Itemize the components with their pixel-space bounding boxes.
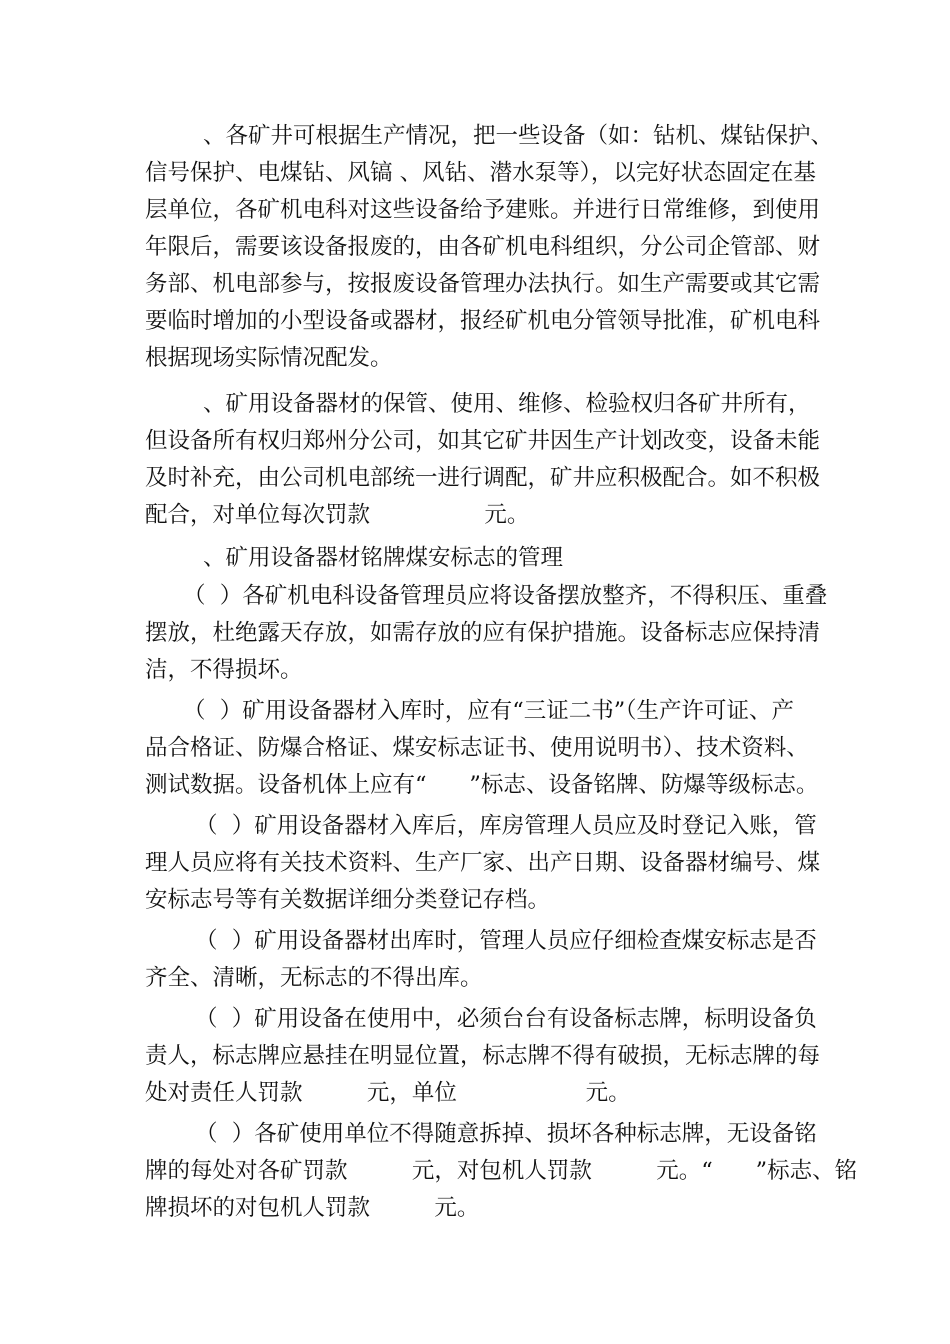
text-line: 牌损坏的对包机人罚款 元。 (145, 1195, 480, 1221)
text-line: 理人员应将有关技术资料、生产厂家、出产日期、设备器材编号、煤 (145, 850, 821, 876)
text-line: 但设备所有权归郑州分公司，如其它矿井因生产计划改变，设备未能 (145, 428, 821, 454)
text-line: 要临时增加的小型设备或器材，报经矿机电分管领导批准，矿机电科 (145, 308, 821, 334)
text-line: 安标志号等有关数据详细分类登记存档。 (145, 887, 551, 913)
text-line: 品合格证、防爆合格证、煤安标志证书、使用说明书）、技术资料、 (145, 735, 809, 761)
text-line: （ ）各矿机电科设备管理员应将设备摆放整齐，不得积压、重叠 (183, 583, 828, 609)
text-line: （ ）矿用设备器材入库时，应有“三证二书”（生产许可证、产 (183, 698, 795, 724)
text-line: 务部、机电部参与，按报废设备管理办法执行。如生产需要或其它需 (145, 271, 821, 297)
text-line: 及时补充，由公司机电部统一进行调配，矿井应积极配合。如不积极 (145, 465, 821, 491)
section-heading: 、矿用设备器材铭牌煤安标志的管理 (203, 545, 564, 571)
text-line: 牌的每处对各矿罚款 元，对包机人罚款 元。“ ”标志、铭 (145, 1158, 858, 1184)
text-line: （ ）各矿使用单位不得随意拆掉、损坏各种标志牌，无设备铭 (195, 1121, 817, 1147)
text-line: 责人，标志牌应悬挂在明显位置，标志牌不得有破损，无标志牌的每 (145, 1043, 821, 1069)
text-line: 、各矿井可根据生产情况，把一些设备（如：钻机、煤钻保护、 (203, 123, 834, 149)
text-line: 层单位，各矿机电科对这些设备给予建账。并进行日常维修，到使用 (145, 197, 821, 223)
text-line: 、矿用设备器材的保管、使用、维修、检验权归各矿井所有， (203, 391, 811, 417)
text-line: 配合，对单位每次罚款 元。 (145, 502, 530, 528)
text-line: 齐全、清晰，无标志的不得出库。 (145, 965, 483, 991)
text-line: （ ）矿用设备器材出库时，管理人员应仔细检查煤安标志是否 (195, 928, 817, 954)
text-line: 测试数据。设备机体上应有“ ”标志、设备铭牌、防爆等级标志。 (145, 772, 819, 798)
text-line: 摆放，杜绝露天存放，如需存放的应有保护措施。设备标志应保持清 (145, 620, 821, 646)
text-line: 信号保护、电煤钻、风镐 、风钻、潜水泵等），以完好状态固定在基 (145, 160, 816, 186)
text-line: （ ）矿用设备器材入库后，库房管理人员应及时登记入账，管 (195, 813, 817, 839)
text-line: （ ）矿用设备在使用中，必须台台有设备标志牌，标明设备负 (195, 1006, 817, 1032)
text-line: 根据现场实际情况配发。 (145, 345, 393, 371)
text-line: 年限后，需要该设备报废的，由各矿机电科组织，分公司企管部、财 (145, 234, 821, 260)
text-line: 洁，不得损坏。 (145, 657, 303, 683)
text-line: 处对责任人罚款 元，单位 元。 (145, 1080, 631, 1106)
